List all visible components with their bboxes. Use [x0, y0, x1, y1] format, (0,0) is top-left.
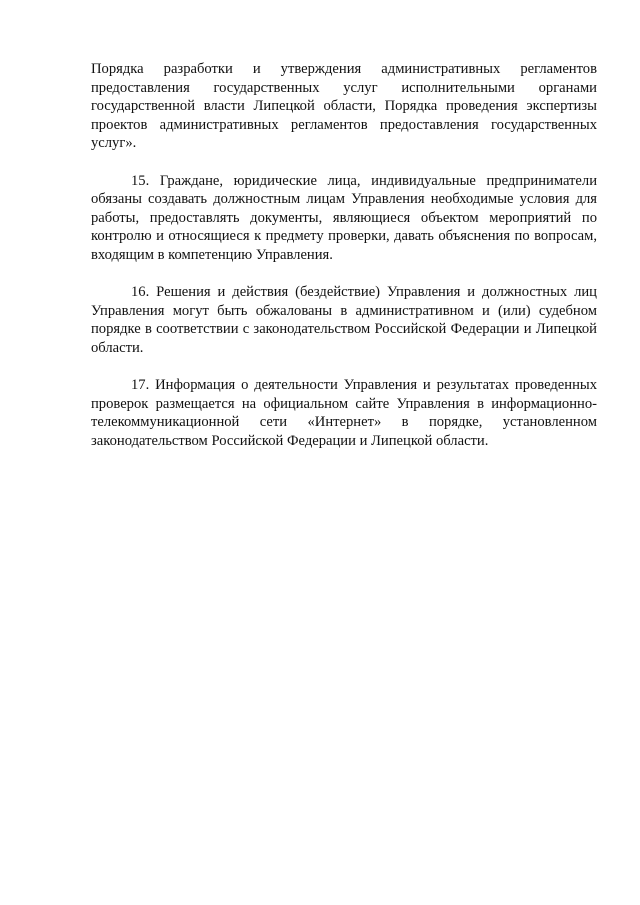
- paragraph-16: 16. Решения и действия (бездействие) Управления и должностных лиц Управления могут быть обжалованы в административном и (или) судебном порядке в соответствии с законодательством Российской Федерации и Липецкой области.: [91, 284, 597, 356]
- paragraph-continuation: Порядка разработки и утверждения административных регламентов предоставления государственных услуг исполнительными органами государственной власти Липецкой области, Порядка проведения экспертизы проектов административных регламентов предоставления государственных услуг».: [91, 61, 597, 152]
- paragraph-17: 17. Информация о деятельности Управления и результатах проведенных проверок размещается на официальном сайте Управления в информационно-телекоммуникационной сети «Интернет» в порядке, установленном законодательством Российской Федерации и Липецкой области.: [91, 377, 597, 449]
- paragraph-15: 15. Граждане, юридические лица, индивидуальные предприниматели обязаны создавать должностным лицам Управления необходимые условия для работы, предоставлять документы, являющиеся объектом мероприятий по контролю и относящиеся к предмету проверки, давать объяснения по вопросам, входящим в компетенцию Управления.: [91, 172, 597, 263]
- document-body: [91, 60, 597, 469]
